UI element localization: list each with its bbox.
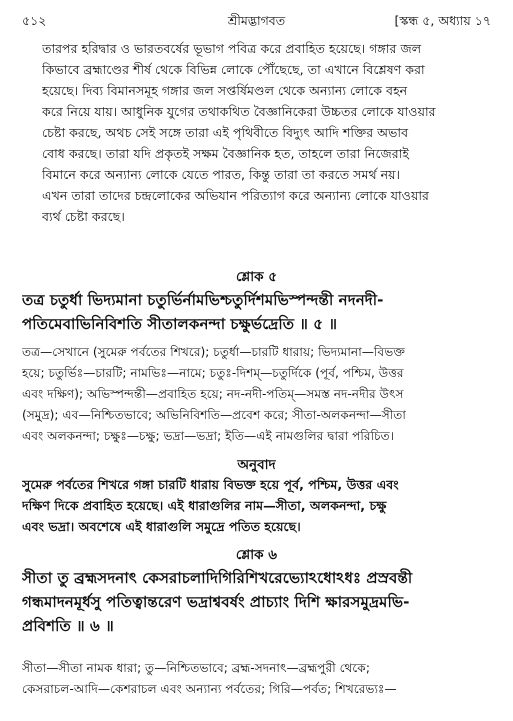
verse-line: গন্ধমাদনমূর্ধসু পতিত্বান্তরেণ ভদ্রাশ্ববর্ষং প্রাচ্যাং দিশি ক্ষারসমুদ্রমভি- (22, 593, 410, 611)
verse-line: প্রবিশতি ॥ ৬ ॥ (22, 617, 114, 635)
purport-line: বোধ করছে। তারা যদি প্রকৃতই সক্ষম বৈজ্ঞানিক হত, তাহলে তারা নিজেরাই (42, 146, 409, 161)
synonym-line: এবং অলকনন্দা; চক্ষুঃ—চক্ষু; ভদ্রা—ভদ্রা; ইতি—এই নামগুলির দ্বারা পরিচিত। (22, 429, 395, 443)
synonym-line: সীতা—সীতা নামক ধারা; তু—নিশ্চিতভাবে; ব্রহ্ম-সদনাৎ—ব্রহ্মপুরী থেকে; (22, 661, 370, 675)
chapter-reference: [স্কন্ধ ৫, অধ্যায় ১৭ (394, 13, 491, 28)
book-title: শ্রীমদ্ভাগবত (227, 13, 286, 28)
verse-line: তত্র চতুর্ধা ভিদ্যমানা চতুর্ভির্নামভিশ্চতুর্দিশমভিস্পন্দন্তী নদনদী- (22, 291, 384, 309)
purport-line: করে নিয়ে যায়। আধুনিক যুগের তথাকথিত বৈজ্ঞানিকেরা উচ্চতর লোকে যাওয়ার (42, 104, 436, 119)
verse-5-text (22, 288, 491, 336)
verse-5-synonyms (22, 342, 491, 447)
purport-paragraph (42, 38, 485, 227)
synonym-line: হয়ে; চতুর্ভিঃ—চারটি; নামভিঃ—নামে; চতুঃ-দিশম্—চতুর্দিকে (পূর্ব, পশ্চিম, উত্তর (22, 366, 404, 380)
translation-line: সুমেরু পর্বতের শিখরে গঙ্গা চারটি ধারায় বিভক্ত হয়ে পূর্ব, পশ্চিম, উত্তর এবং (22, 477, 399, 492)
verse-5-heading: শ্লোক ৫ (235, 269, 278, 285)
purport-line: ব্যর্থ চেষ্টা করছে। (42, 209, 125, 224)
synonym-line: তত্র—সেখানে (সুমেরু পর্বতের শিখরে); চতুর্ধা—চারটি ধারায়; ভিদ্যমানা—বিভক্ত (22, 345, 406, 359)
verse-line: সীতা তু ব্রহ্মসদনাৎ কেসরাচলাদিগিরিশিখরেভ্যোঽধোঽধঃ প্রস্রবন্তী (22, 569, 413, 587)
page-header (22, 12, 491, 34)
synonym-line: এবং দক্ষিণ); অভিস্পন্দন্তী—প্রবাহিত হয়ে; নদ-নদী-পতিম্—সমস্ত নদ-নদীর উৎস (22, 387, 404, 401)
purport-line: চেষ্টা করছে, অথচ সেই সঙ্গে তারা এই পৃথিবীতে বিদ্যুৎ আদি শক্তির অভাব (42, 125, 409, 140)
purport-line: কিভাবে ব্রহ্মাণ্ডের শীর্ষ থেকে বিভিন্ন লোকে পৌঁছেছে, তা এখানে বিশ্লেষণ করা (42, 62, 425, 77)
verse-6-text (22, 566, 491, 638)
page-number: ৫১২ (22, 13, 47, 28)
verse-5-translation (22, 474, 491, 537)
purport-line: তারপর হরিদ্বার ও ভারতবর্ষের ভূভাগ পবিত্র করে প্রবাহিত হয়েছে। গঙ্গার জল (42, 41, 422, 56)
translation-line: দক্ষিণ দিকে প্রবাহিত হয়েছে। এই ধারাগুলির নাম—সীতা, অলকনন্দা, চক্ষু (22, 498, 387, 513)
translation-line: এবং ভদ্রা। অবশেষে এই ধারাগুলি সমুদ্রে পতিত হয়েছে। (22, 519, 301, 534)
purport-line: বিমানে করে অন্যান্য লোকে যেতে পারত, কিন্তু তারা তা করতে সমর্থ নয়। (42, 167, 401, 182)
verse-6-heading: শ্লোক ৬ (235, 547, 278, 563)
verse-line: পতিমেবাভিনিবিশতি সীতালকনন্দা চক্ষুর্ভদ্রেতি ॥ ৫ ॥ (22, 315, 338, 333)
purport-line: এখন তারা তাদের চন্দ্রলোকের অভিযান পরিত্যাগ করে অন্যান্য লোকে যাওয়ার (42, 188, 429, 203)
purport-line: হয়েছে। দিব্য বিমানসমূহ গঙ্গার জল সপ্তর্ষিমণ্ডল থেকে অন্যান্য লোকে বহন (42, 83, 408, 98)
verse-6-synonyms (22, 658, 491, 700)
synonym-line: কেসরাচল-আদি—কেশরাচল এবং অন্যান্য পর্বতের; গিরি—পর্বত; শিখরেভ্যঃ— (22, 682, 397, 696)
synonym-line: (সমুদ্র); এব—নিশ্চিতভাবে; অভিনিবিশতি—প্রবেশ করে; সীতা-অলকনন্দা—সীতা (22, 408, 406, 422)
translation-heading: অনুবাদ (237, 457, 276, 473)
